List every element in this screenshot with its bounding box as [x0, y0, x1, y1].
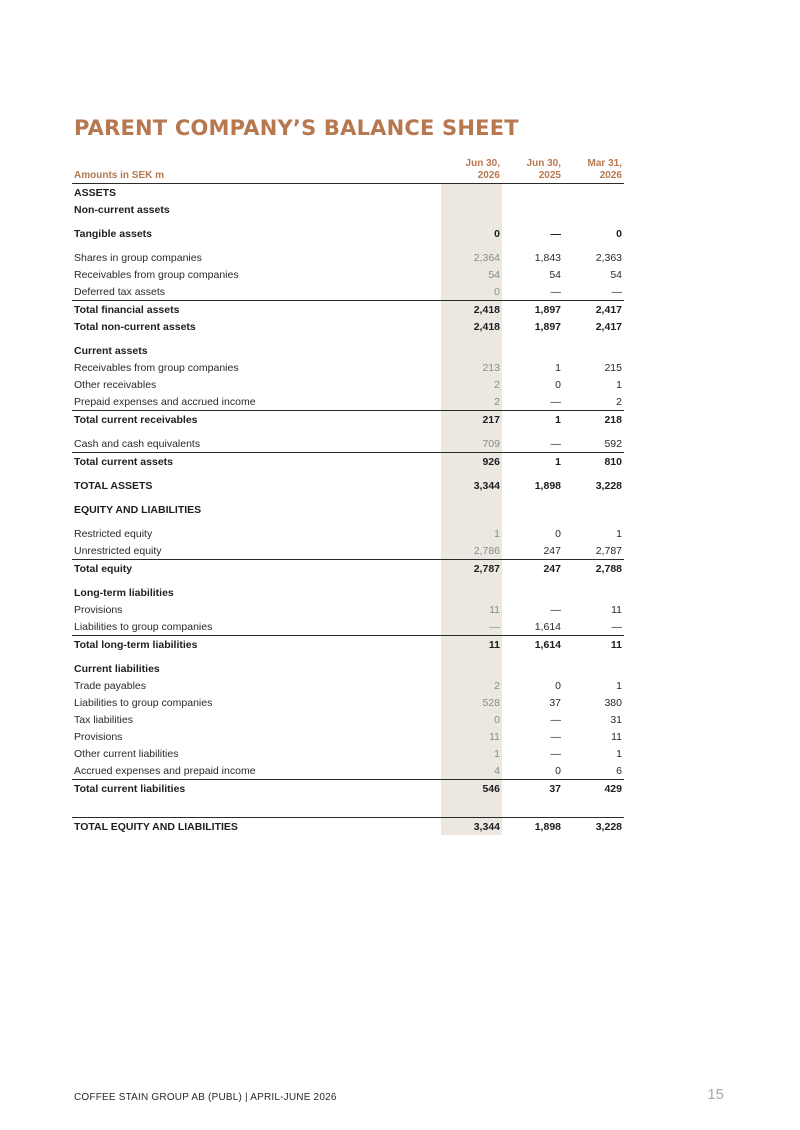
value-prior-quarter: 2,787	[595, 544, 622, 557]
table-row	[72, 618, 624, 636]
row-label: Deferred tax assets	[74, 285, 166, 298]
value-prior-year: —	[550, 227, 561, 240]
row-label: EQUITY AND LIABILITIES	[74, 503, 202, 516]
value-current: 2	[441, 376, 502, 393]
value-prior-quarter: 218	[563, 411, 624, 429]
table-row-total	[72, 411, 624, 429]
value-prior-quarter	[563, 584, 624, 601]
table-row	[72, 283, 624, 301]
value-current: 11	[441, 636, 502, 654]
table-row-total	[72, 453, 624, 471]
spacer-row	[72, 653, 624, 660]
row-label: Restricted equity	[74, 527, 153, 540]
value-prior-year: 0	[555, 679, 561, 692]
value-prior-quarter: 0	[616, 227, 622, 240]
value-prior-quarter: 380	[604, 696, 622, 709]
table-row	[72, 694, 624, 711]
table-row	[72, 728, 624, 745]
value-prior-quarter: 592	[604, 437, 622, 450]
spacer-row	[72, 494, 624, 501]
row-label: Liabilities to group companies	[74, 620, 213, 633]
value-prior-year: —	[550, 747, 561, 760]
row-label: Other current liabilities	[74, 747, 179, 760]
value-prior-quarter: 1	[616, 747, 622, 760]
table-header-row	[72, 157, 624, 184]
page-number: 15	[707, 1086, 724, 1103]
value-prior-year: 1,897	[534, 320, 561, 333]
value-prior-year: 247	[502, 560, 563, 578]
value-prior-year	[502, 184, 563, 202]
table-row-total	[72, 318, 624, 335]
table-row-grand-total	[72, 477, 624, 494]
value-prior-quarter: 11	[611, 730, 622, 743]
row-label: ASSETS	[74, 186, 117, 199]
value-prior-quarter	[563, 501, 624, 518]
table-row	[72, 249, 624, 266]
spacer-row	[72, 577, 624, 584]
value-prior-year: 0	[555, 378, 561, 391]
value-current	[441, 501, 502, 518]
value-prior-year: —	[550, 730, 561, 743]
value-prior-quarter: 215	[604, 361, 622, 374]
value-prior-quarter: 3,228	[563, 818, 624, 836]
value-prior-quarter: 6	[616, 764, 622, 777]
value-prior-quarter: 11	[611, 603, 622, 616]
row-label: Accrued expenses and prepaid income	[74, 764, 256, 777]
row-label: TOTAL ASSETS	[74, 479, 153, 492]
table-row	[72, 266, 624, 283]
spacer-row	[72, 428, 624, 435]
column-header-mar31-2026: Mar 31, 2026	[563, 157, 624, 184]
row-label: Provisions	[74, 730, 123, 743]
value-current: 0	[441, 711, 502, 728]
value-current: 213	[441, 359, 502, 376]
row-label: Total current assets	[72, 453, 441, 471]
row-label: Receivables from group companies	[74, 268, 239, 281]
row-label: TOTAL EQUITY AND LIABILITIES	[72, 818, 441, 836]
value-prior-year: 1,897	[502, 301, 563, 319]
row-label: Total non-current assets	[74, 320, 196, 333]
row-label: Tax liabilities	[74, 713, 133, 726]
value-prior-quarter: 1	[616, 527, 622, 540]
spacer-row	[72, 242, 624, 249]
table-row	[72, 601, 624, 618]
table-row	[72, 542, 624, 560]
table-row	[72, 525, 624, 542]
value-current: 2,787	[441, 560, 502, 578]
table-row	[72, 225, 624, 242]
value-current: 1	[441, 745, 502, 762]
value-current: 3,344	[441, 477, 502, 494]
value-prior-year: 1	[555, 361, 561, 374]
value-prior-year: —	[550, 603, 561, 616]
value-prior-year: 1,898	[534, 479, 561, 492]
table-row-total	[72, 301, 624, 319]
spacer-row	[72, 518, 624, 525]
value-prior-quarter	[563, 201, 624, 218]
value-prior-year: 54	[549, 268, 561, 281]
value-prior-year	[502, 584, 563, 601]
value-prior-quarter: —	[611, 285, 622, 298]
page-title: PARENT COMPANY’S BALANCE SHEET	[74, 116, 519, 140]
spacer-row	[72, 797, 624, 818]
row-label: Liabilities to group companies	[74, 696, 213, 709]
value-prior-year: 0	[555, 527, 561, 540]
row-label: Unrestricted equity	[74, 544, 162, 557]
value-prior-year	[502, 501, 563, 518]
value-prior-quarter: 3,228	[595, 479, 622, 492]
table-row	[72, 201, 624, 218]
value-current: 2,418	[441, 318, 502, 335]
value-prior-year: 247	[543, 544, 561, 557]
row-label: Other receivables	[74, 378, 157, 391]
value-current: 3,344	[441, 818, 502, 836]
table-row	[72, 393, 624, 411]
value-prior-year: 37	[502, 780, 563, 798]
value-prior-year: 1,898	[502, 818, 563, 836]
spacer-row	[72, 218, 624, 225]
value-current: 2,364	[441, 249, 502, 266]
footer-document-info: COFFEE STAIN GROUP AB (PUBL) | APRIL-JUNE 2026	[74, 1092, 337, 1103]
value-prior-quarter	[563, 660, 624, 677]
balance-sheet-table	[72, 157, 624, 835]
table-row	[72, 501, 624, 518]
value-current: 11	[441, 601, 502, 618]
value-current	[441, 660, 502, 677]
value-prior-quarter	[563, 342, 624, 359]
table-row	[72, 435, 624, 453]
row-label: Total financial assets	[72, 301, 441, 319]
table-row	[72, 660, 624, 677]
row-label: Total current receivables	[72, 411, 441, 429]
row-label: Non-current assets	[74, 203, 170, 216]
value-prior-year	[502, 201, 563, 218]
value-prior-quarter: 2,417	[595, 320, 622, 333]
value-prior-year: 37	[549, 696, 561, 709]
value-prior-quarter	[563, 184, 624, 202]
value-prior-quarter: 810	[563, 453, 624, 471]
table-row	[72, 342, 624, 359]
value-current: 2,418	[441, 301, 502, 319]
row-label: Tangible assets	[74, 227, 153, 240]
table-row-total	[72, 560, 624, 578]
value-current: 546	[441, 780, 502, 798]
value-prior-quarter: 1	[616, 378, 622, 391]
value-prior-quarter: 54	[610, 268, 622, 281]
table-row	[72, 376, 624, 393]
row-label: Prepaid expenses and accrued income	[74, 395, 256, 408]
value-current: 0	[441, 225, 502, 242]
value-current: —	[441, 618, 502, 636]
value-prior-quarter: —	[611, 620, 622, 633]
table-row	[72, 359, 624, 376]
value-current: 1	[441, 525, 502, 542]
row-label: Provisions	[74, 603, 123, 616]
value-prior-year: 1,614	[534, 620, 561, 633]
value-prior-year: —	[550, 437, 561, 450]
table-row-total	[72, 636, 624, 654]
value-prior-quarter: 2,417	[563, 301, 624, 319]
value-prior-quarter: 2	[616, 395, 622, 408]
value-prior-year: 1	[502, 411, 563, 429]
value-prior-year	[502, 660, 563, 677]
spacer-row	[72, 470, 624, 477]
table-row	[72, 677, 624, 694]
row-label: Total long-term liabilities	[72, 636, 441, 654]
value-current: 217	[441, 411, 502, 429]
value-current: 2	[441, 677, 502, 694]
value-prior-year: —	[550, 713, 561, 726]
value-prior-quarter: 429	[563, 780, 624, 798]
row-label: Total current liabilities	[72, 780, 441, 798]
row-label: Long-term liabilities	[74, 586, 174, 599]
table-row	[72, 745, 624, 762]
value-prior-year: —	[550, 285, 561, 298]
row-label: Receivables from group companies	[74, 361, 239, 374]
row-label: Current assets	[74, 344, 148, 357]
value-current: 2,786	[441, 542, 502, 560]
value-current: 926	[441, 453, 502, 471]
table-row-total	[72, 780, 624, 798]
value-prior-year	[502, 342, 563, 359]
value-prior-quarter: 2,788	[563, 560, 624, 578]
value-prior-year: 1,614	[502, 636, 563, 654]
value-current: 2	[441, 393, 502, 411]
value-current: 11	[441, 728, 502, 745]
value-current	[441, 201, 502, 218]
value-current	[441, 184, 502, 202]
value-current: 4	[441, 762, 502, 780]
value-prior-year: 1,843	[534, 251, 561, 264]
value-prior-year: 1	[502, 453, 563, 471]
row-label: Current liabilities	[74, 662, 160, 675]
value-prior-quarter: 2,363	[595, 251, 622, 264]
table-row	[72, 711, 624, 728]
value-current: 0	[441, 283, 502, 301]
row-label: Cash and cash equivalents	[74, 437, 201, 450]
table-row	[72, 762, 624, 780]
value-current	[441, 342, 502, 359]
value-prior-year: 0	[555, 764, 561, 777]
spacer-row	[72, 335, 624, 342]
value-prior-year: —	[550, 395, 561, 408]
table-row	[72, 184, 624, 202]
value-prior-quarter: 1	[616, 679, 622, 692]
table-row	[72, 584, 624, 601]
value-current: 709	[441, 435, 502, 453]
row-label: Shares in group companies	[74, 251, 202, 264]
value-prior-quarter: 11	[563, 636, 624, 654]
table-row-grand-total	[72, 818, 624, 836]
column-header-jun30-2025: Jun 30, 2025	[502, 157, 563, 184]
column-header-jun30-2026: Jun 30, 2026	[441, 157, 502, 184]
value-current	[441, 584, 502, 601]
row-label: Total equity	[72, 560, 441, 578]
row-label: Trade payables	[74, 679, 146, 692]
value-current: 528	[441, 694, 502, 711]
value-current: 54	[441, 266, 502, 283]
amounts-label: Amounts in SEK m	[72, 157, 441, 184]
value-prior-quarter: 31	[610, 713, 622, 726]
